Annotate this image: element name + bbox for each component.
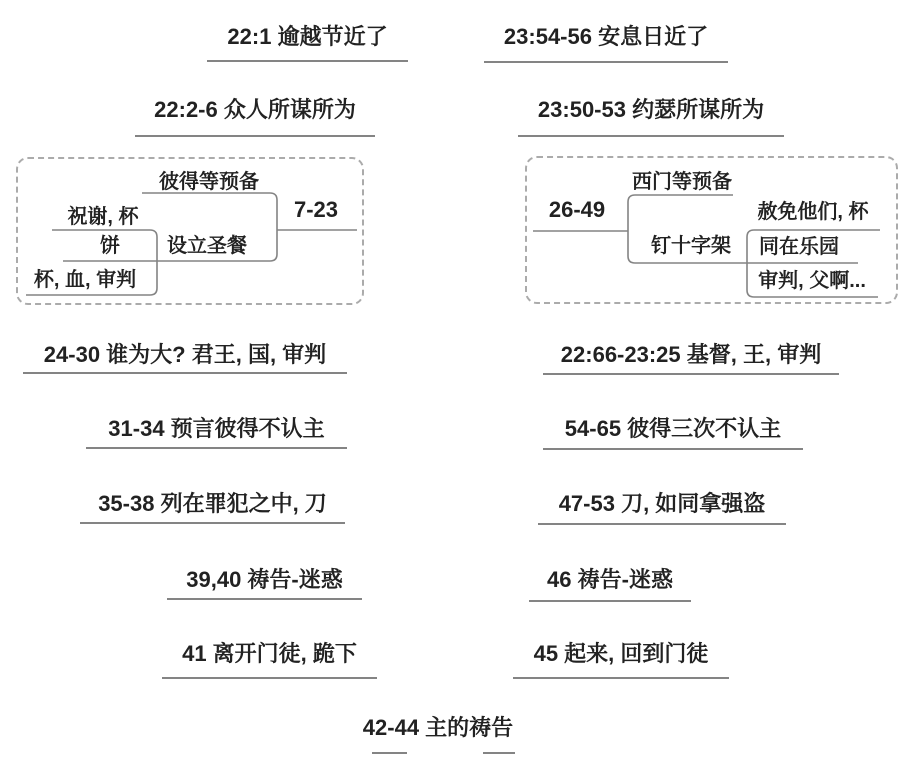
left-box-group-label: 设立圣餐	[167, 235, 247, 257]
outline-row-right-7: 45 起来, 回到门徒	[533, 641, 709, 666]
outline-row-left-2: 22:2-6 众人所谋所为	[154, 97, 356, 122]
outline-row-right-2: 23:50-53 约瑟所谋所为	[537, 97, 765, 122]
right-box-group-label: 钉十字架	[651, 235, 731, 257]
right-box-header: 西门等预备	[632, 171, 732, 193]
outline-row-left-1: 22:1 逾越节近了	[227, 24, 388, 49]
left-box-item-3: 杯, 血, 审判	[33, 269, 137, 291]
outline-row-left-6: 39,40 祷告-迷惑	[186, 567, 343, 592]
left-box-item-2: 饼	[100, 235, 120, 257]
outline-row-center-apex: 42-44 主的祷告	[362, 715, 514, 740]
left-box-range: 7-23	[293, 197, 339, 222]
outline-row-left-3: 24-30 谁为大? 君王, 国, 审判	[43, 342, 327, 367]
left-box-header: 彼得等预备	[159, 171, 259, 193]
right-box-item-2: 同在乐园	[759, 236, 839, 258]
right-box-range: 26-49	[548, 197, 606, 222]
right-box-item-3: 审判, 父啊...	[758, 270, 866, 292]
outline-row-right-1: 23:54-56 安息日近了	[503, 24, 709, 49]
outline-row-right-3: 22:66-23:25 基督, 王, 审判	[560, 342, 822, 367]
outline-row-right-4: 54-65 彼得三次不认主	[564, 416, 782, 441]
outline-row-left-4: 31-34 预言彼得不认主	[108, 416, 325, 441]
right-box-item-1: 赦免他们, 杯	[757, 201, 869, 223]
outline-row-right-5: 47-53 刀, 如同拿强盗	[558, 491, 766, 516]
outline-row-left-5: 35-38 列在罪犯之中, 刀	[98, 491, 327, 516]
outline-row-right-6: 46 祷告-迷惑	[547, 567, 673, 592]
outline-row-left-7: 41 离开门徒, 跪下	[182, 641, 357, 666]
left-box-item-1: 祝谢, 杯	[67, 206, 139, 228]
